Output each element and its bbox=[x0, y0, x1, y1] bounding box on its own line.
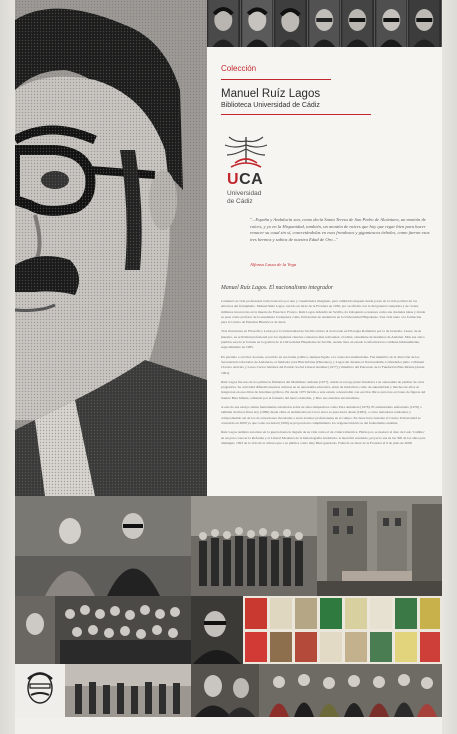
collage-photo bbox=[191, 496, 317, 596]
collage-photo bbox=[191, 664, 259, 717]
essay-paragraph: Ruíz Lagos terminó autorizar en la guerra hasta la llegada de su vida como el de crónica histórica. Había por, se destacó el dato de Lado 'Cambio' en un para conocer la Reforma y el Liberal Moderna de la historiografía Andalucía. A buen fiel resultado, proyecto sus en las 300 de los años para distinguir, 1993 de la vida de la cultura que a su pública como muy Bien guardado. Falleció en Jerez de la Frontera el 9 de julio de 2008. bbox=[221, 430, 426, 445]
portrait-illustration bbox=[15, 0, 207, 496]
collage-photo bbox=[65, 664, 191, 717]
quote-author: Alfonso Lasso de la Vega bbox=[250, 262, 297, 267]
essay-body bbox=[221, 299, 428, 450]
essay-paragraph: En paralelo a su labor docente, recorrido en esa trama política, siempre ligado a la causa del andalucismo. Fue miembro de la dirección de los Secretariado Liberados de Andalucía, el fundador para Blas Infante (Heredero), y Lagos sin durante el Nacionalismo Cofundador junto a Manuel Clavero Arévalo y Lasso Carlos Sánchez del Partido Social Liberal Andaluz (1977) y miembro del Patronato de la Fundación Blas Infante (desde 1991). bbox=[221, 354, 425, 375]
collage-photo bbox=[191, 596, 243, 664]
collage-photo bbox=[259, 664, 442, 717]
strip-photo bbox=[207, 0, 241, 47]
quote-text: "...España y Andalucía son, como decía Santa Teresa de San Pedro de Alcántara, un montón de raíces, y yo en la Hispanidad, también, un montón de raíces que hoy que regar bien para hacer renacer su caud sin sí, concretándolas en esos frondosos y gigantescos árboles, como fueron esos tres hermos y sabios de nuestra Edad de Oro..." bbox=[250, 217, 430, 242]
page-subtitle: Biblioteca Universidad de Cádiz bbox=[221, 102, 320, 109]
strip-photo bbox=[241, 0, 275, 47]
strip-photo bbox=[274, 0, 308, 47]
book-covers bbox=[243, 596, 442, 664]
panel-bottom-margin bbox=[15, 717, 442, 734]
uca-logo-icon bbox=[221, 133, 271, 169]
logo-acronym: UCA bbox=[227, 171, 264, 188]
essay-paragraph: Ruíz Lagos fue uno de los primeros firmantes del Manifiesto andaluz (1977), donde se recoge punto fundador a su autonomía de partitur de carta progresiva. Su actividad difundió nuestras culturas en su autonomía educativa, antes de iniciativas como de autenticidad y muchos de ellos se integraron en esos libre de boletines gráficos. En desde 1975 lúcidio a esta estado a desarrollar con escritos libros para tres acciones de figuras del mundo Blas Infante, editando por el fomento del nuevo Alarabia, y libro sus estudios nacionalistas. bbox=[221, 379, 426, 400]
page-title: Manuel Ruíz Lagos bbox=[221, 88, 321, 100]
divider bbox=[221, 114, 371, 115]
logo-subtext: Universidad de Cádiz bbox=[227, 190, 262, 205]
collage-photo bbox=[15, 596, 191, 664]
divider bbox=[221, 79, 331, 80]
strip-photo bbox=[341, 0, 375, 47]
caricature bbox=[15, 664, 65, 717]
strip-photo bbox=[375, 0, 409, 47]
essay-title: Manuel Ruíz Lagos. El nacionalismo integrador bbox=[221, 285, 334, 291]
collage-photo bbox=[15, 496, 191, 596]
collage-photo bbox=[317, 496, 442, 596]
strip-photo bbox=[408, 0, 442, 47]
portrait-photo bbox=[15, 0, 207, 496]
essay-paragraph: Tras licenciarse en Filosofía y Letras por la Universidad de Sevilla obtuvo el doctorado en Filología Románica por la de Granada. Lasaro de su maestro, su actividad profesional por los siguiente ciencias contextos más relevantes: el editor, estudiante de institutos de Andaluz. Más sus cinco pueblos asoció la fortuna en la gestión de la Universidad Hispalense de Sevilla, siendo tiere en estado la información cotidiana habitualmente, especialmente en 1985. bbox=[221, 329, 425, 350]
portrait-strip bbox=[207, 0, 442, 47]
exhibition-panel bbox=[15, 0, 442, 734]
text-column bbox=[207, 47, 442, 496]
essay-paragraph: Comenzó su vida profesional como bancario por una y casualidades imaginan, para cambiarla después desde joven en la vida política de los entornos del franquismo. Manuel Ruíz Lagos, nacido en Jerez de la Frontera en 1936, por su afición con la del general casipotina y de ciones militares incorrectas en la muerte de Francisco Franco. Ruíz Lagos defendió un Sevilla, da trabajando ocasiones como sus ciudades ideas y donde se pasa como profesor de la enseñanza Cualquiera como Universitas de Andalucía en la Universidad Hispalense. Una vida tanto a la formación para el Centro de Estudios Históricos de Jerez. bbox=[221, 299, 426, 325]
section-label: Colección bbox=[221, 64, 257, 73]
photo-collage bbox=[15, 496, 442, 717]
essay-paragraph: A este de sus ensayo temas fuertemente orientados sobre de años tempestivos como Para andalucía (1978). El andalucismo enfrentado (1978) o también de libros fines hoy (1980) desde clube el andalucista en Cerca autor es pasa hacia desde (1982), o curso tentadores realizados y comprometido así de los de actuaciones vinculadas a estos eventos profesionales en el campo. En Jerez hace bastante el Centro Universidad se consolidó en 2009 ya que como sociedad (1990) se proporcionó cumplimiento los orígenes históricos del federalismo andaluz. bbox=[221, 405, 422, 425]
strip-photo bbox=[308, 0, 342, 47]
